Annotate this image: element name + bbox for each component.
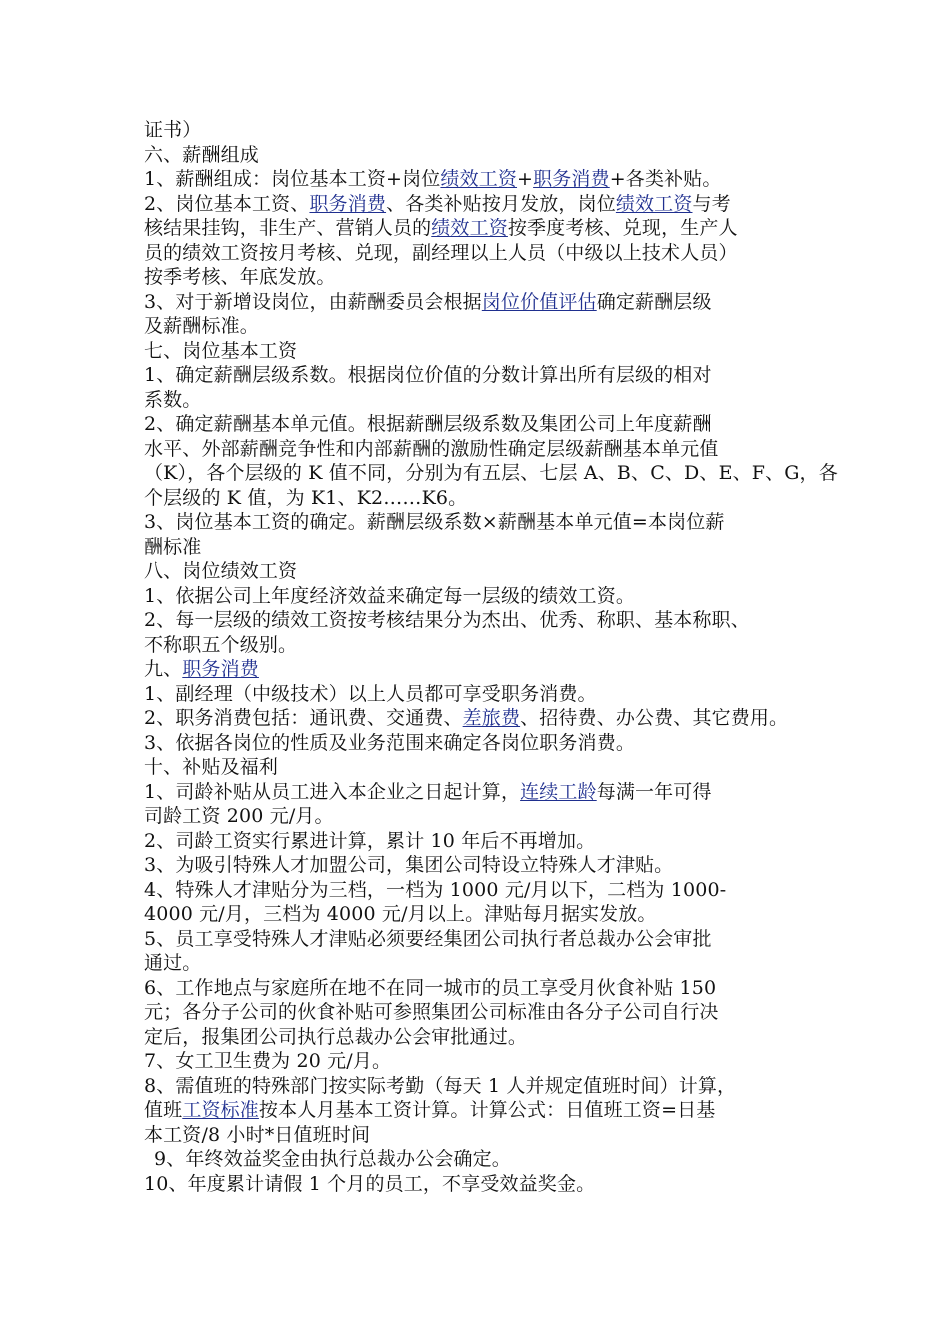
- text-line: 本工资/8 小时*日值班时间: [144, 1123, 371, 1146]
- text-segment: 按本人月基本工资计算。计算公式：日值班工资=日基: [258, 1099, 716, 1121]
- link-position-value-evaluation[interactable]: 岗位价值评估: [481, 290, 597, 313]
- text-segment: 2、岗位基本工资、: [144, 192, 310, 215]
- section-heading-9: [144, 657, 816, 682]
- text-line: 及薪酬标准。: [144, 315, 259, 337]
- section-heading-8: 八、岗位绩效工资: [144, 560, 298, 582]
- text-segment: 值班: [144, 1099, 183, 1121]
- text-line: [144, 706, 816, 731]
- text-segment: 1、薪酬组成：岗位基本工资+岗位: [144, 168, 441, 190]
- link-position-consumption[interactable]: 职务消费: [309, 192, 387, 215]
- text-line: [144, 216, 816, 241]
- text-line: 通过。: [144, 952, 202, 974]
- link-position-consumption[interactable]: 职务消费: [533, 168, 610, 190]
- text-line: 7、女工卫生费为 20 元/月。: [144, 1050, 392, 1072]
- link-continuous-service[interactable]: 连续工龄: [520, 780, 597, 803]
- section-heading-7: 七、岗位基本工资: [144, 339, 298, 362]
- text-line: 3、岗位基本工资的确定。薪酬层级系数×薪酬基本单元值=本岗位薪: [144, 511, 725, 533]
- text-line: 3、为吸引特殊人才加盟公司，集团公司特设立特殊人才津贴。: [144, 854, 674, 876]
- link-wage-standard[interactable]: 工资标准: [182, 1099, 259, 1121]
- text-segment: 2、职务消费包括：通讯费、交通费、: [144, 707, 463, 729]
- text-line: 证书）: [144, 119, 202, 141]
- text-line: 2、确定薪酬基本单元值。根据薪酬层级系数及集团公司上年度薪酬: [144, 413, 712, 435]
- text-segment: 、各类补贴按月发放，岗位: [386, 192, 616, 215]
- text-segment: 、招待费、办公费、其它费用。: [520, 707, 789, 729]
- text-line: 系数。: [144, 388, 202, 411]
- text-line: （K），各个层级的 K 值不同，分别为有五层、七层 A、B、C、D、E、F、G，各: [144, 462, 838, 484]
- text-line: 1、依据公司上年度经济效益来确定每一层级的绩效工资。: [144, 584, 635, 607]
- text-line: 10、年度累计请假 1 个月的员工，不享受效益奖金。: [144, 1172, 596, 1195]
- text-line: 定后，报集团公司执行总裁办公会审批通过。: [144, 1025, 528, 1048]
- text-line: 水平、外部薪酬竞争性和内部薪酬的激励性确定层级薪酬基本单元值: [144, 437, 719, 460]
- link-performance-pay[interactable]: 绩效工资: [431, 217, 508, 239]
- text-segment: 与考: [692, 192, 731, 215]
- text-line: 元；各分子公司的伙食补贴可参照集团公司标准由各分子公司自行决: [144, 1001, 719, 1023]
- text-line: 酬标准: [144, 535, 202, 558]
- text-line: 1、副经理（中级技术）以上人员都可享受职务消费。: [144, 682, 597, 705]
- text-line: 个层级的 K 值，为 K1、K2……K6。: [144, 486, 468, 509]
- text-segment: 确定薪酬层级: [596, 290, 712, 313]
- text-line: 2、每一层级的绩效工资按考核结果分为杰出、优秀、称职、基本称职、: [144, 609, 750, 631]
- text-line: 8、需值班的特殊部门按实际考勤（每天 1 人并规定值班时间）计算，: [144, 1074, 737, 1097]
- document-body: [144, 118, 838, 1196]
- text-line: 3、依据各岗位的性质及业务范围来确定各岗位职务消费。: [144, 731, 635, 754]
- text-line: 2、司龄工资实行累进计算，累计 10 年后不再增加。: [144, 829, 596, 852]
- text-line: [144, 167, 816, 192]
- text-line: [144, 1098, 816, 1123]
- link-position-consumption[interactable]: 职务消费: [182, 658, 259, 680]
- text-segment: 九、: [144, 658, 183, 680]
- text-segment: +各类补贴。: [609, 168, 722, 190]
- text-segment: 核结果挂钩，非生产、营销人员的: [144, 217, 432, 239]
- text-line: 9、年终效益奖金由执行总裁办公会确定。: [154, 1148, 511, 1170]
- text-line: 员的绩效工资按月考核、兑现，副经理以上人员（中级以上技术人员）: [144, 241, 738, 264]
- text-line: 司龄工资 200 元/月。: [144, 805, 334, 827]
- text-line: 按季考核、年底发放。: [144, 266, 336, 288]
- link-performance-pay[interactable]: 绩效工资: [615, 192, 693, 215]
- text-line: 不称职五个级别。: [144, 633, 298, 656]
- section-heading-6: 六、薪酬组成: [144, 143, 259, 166]
- text-line: 4000 元/月，三档为 4000 元/月以上。津贴每月据实发放。: [144, 903, 657, 925]
- text-line: 1、确定薪酬层级系数。根据岗位价值的分数计算出所有层级的相对: [144, 364, 712, 386]
- link-travel-expense[interactable]: 差旅费: [462, 707, 521, 729]
- text-line: [144, 780, 816, 805]
- text-line: [144, 290, 816, 315]
- link-performance-pay[interactable]: 绩效工资: [440, 168, 518, 190]
- text-segment: 按季度考核、兑现，生产人: [507, 217, 738, 239]
- section-heading-10: 十、补贴及福利: [144, 756, 279, 778]
- text-segment: +: [517, 168, 534, 190]
- text-line: 6、工作地点与家庭所在地不在同一城市的员工享受月伙食补贴 150: [144, 976, 717, 999]
- text-segment: 1、司龄补贴从员工进入本企业之日起计算，: [144, 780, 521, 803]
- text-line: 4、特殊人才津贴分为三档，一档为 1000 元/月以下，二档为 1000-: [144, 878, 727, 901]
- text-segment: 每满一年可得: [596, 780, 712, 803]
- text-segment: 3、对于新增设岗位，由薪酬委员会根据: [144, 290, 482, 313]
- text-line: [144, 192, 816, 217]
- text-line: 5、员工享受特殊人才津贴必须要经集团公司执行者总裁办公会审批: [144, 927, 712, 950]
